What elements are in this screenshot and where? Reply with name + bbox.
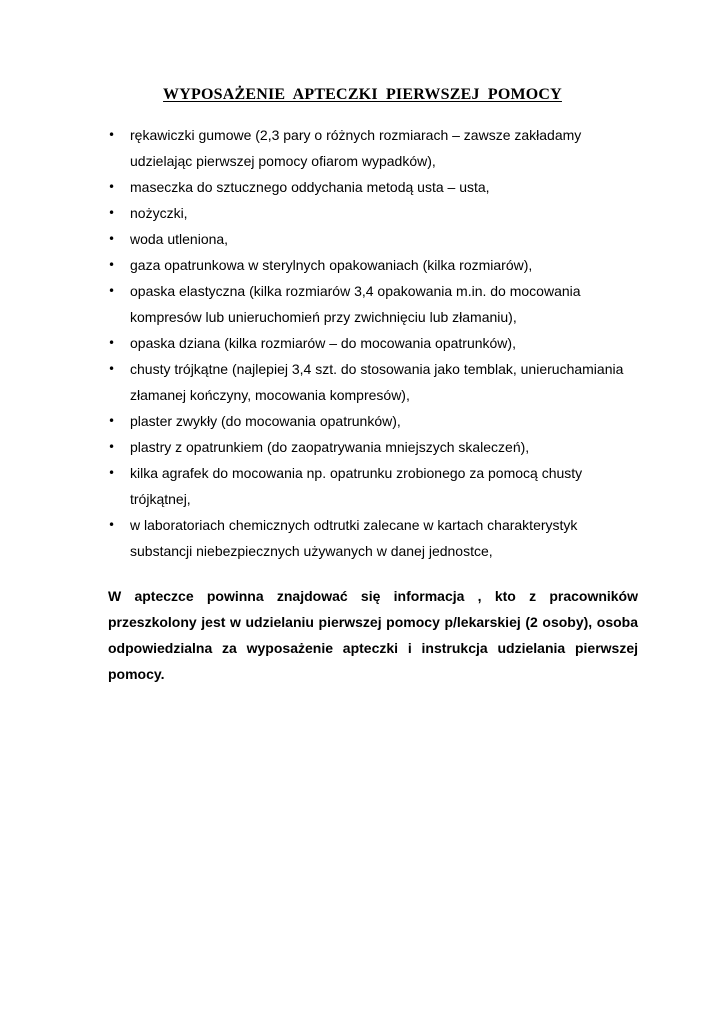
list-item	[108, 434, 638, 460]
list-item-text: rękawiczki gumowe (2,3 pary o różnych rozmiarach – zawsze zakładamy udzielając pierwszej pomocy ofiarom wypadków),	[130, 127, 582, 169]
list-item-text: opaska dziana (kilka rozmiarów – do mocowania opatrunków),	[130, 335, 516, 351]
bullet-icon: •	[108, 440, 116, 454]
first-aid-items-list	[108, 122, 638, 564]
list-item-text: opaska elastyczna (kilka rozmiarów 3,4 opakowania m.in. do mocowania kompresów lub unieruchomień przy zwichnięciu lub złamaniu),	[130, 283, 581, 325]
first-aid-info-paragraph: W apteczce powinna znajdować się informacja , kto z pracowników przeszkolony jest w udzielaniu pierwszej pomocy p/lekarskiej (2 osoby), osoba odpowiedzialna za wyposażenie apteczki i instrukcja udzielania pierwszej pomocy.	[108, 588, 638, 682]
list-item	[108, 330, 638, 356]
list-item	[108, 200, 638, 226]
document-title-text: WYPOSAŻENIE APTECZKI PIERWSZEJ POMOCY	[163, 86, 562, 103]
bullet-icon: •	[108, 258, 116, 272]
list-item-text: plastry z opatrunkiem (do zaopatrywania mniejszych skaleczeń),	[130, 439, 530, 455]
list-item	[108, 278, 638, 330]
list-item-text: gaza opatrunkowa w sterylnych opakowaniach (kilka rozmiarów),	[130, 257, 533, 273]
bullet-icon: •	[108, 518, 116, 532]
document-title	[0, 86, 725, 104]
list-item-text: nożyczki,	[130, 205, 188, 221]
list-item	[108, 122, 638, 174]
bullet-icon: •	[108, 414, 116, 428]
bullet-icon: •	[108, 336, 116, 350]
list-item	[108, 174, 638, 200]
list-item-text: woda utleniona,	[130, 231, 229, 247]
list-item	[108, 356, 638, 408]
bullet-icon: •	[108, 206, 116, 220]
list-item-text: chusty trójkątne (najlepiej 3,4 szt. do stosowania jako temblak, unieruchamiania złamanej kończyny, mocowania kompresów),	[130, 361, 624, 403]
list-item	[108, 512, 638, 564]
list-item-text: w laboratoriach chemicznych odtrutki zalecane w kartach charakterystyk substancji niebezpiecznych używanych w danej jednostce,	[130, 517, 578, 559]
list-item	[108, 252, 638, 278]
list-item-text: plaster zwykły (do mocowania opatrunków),	[130, 413, 401, 429]
bullet-icon: •	[108, 284, 116, 298]
bullet-icon: •	[108, 128, 116, 142]
list-item	[108, 226, 638, 252]
bullet-icon: •	[108, 180, 116, 194]
list-item-text: maseczka do sztucznego oddychania metodą usta – usta,	[130, 179, 490, 195]
list-item	[108, 408, 638, 434]
list-item	[108, 460, 638, 512]
list-item-text: kilka agrafek do mocowania np. opatrunku zrobionego za pomocą chusty trójkątnej,	[130, 465, 583, 507]
bullet-icon: •	[108, 232, 116, 246]
bullet-icon: •	[108, 362, 116, 376]
bullet-icon: •	[108, 466, 116, 480]
